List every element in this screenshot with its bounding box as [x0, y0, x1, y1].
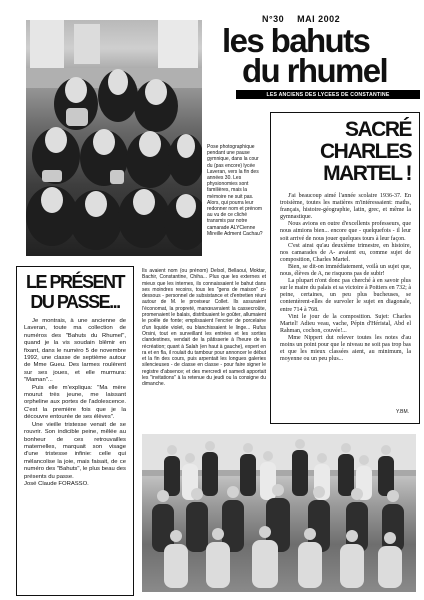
sacre-title-line1: SACRÉ — [344, 118, 411, 141]
sacre-body — [280, 193, 411, 363]
class-photo — [26, 20, 202, 256]
present-title — [24, 272, 126, 312]
sacre-paragraph: Nous avions en outre d'excellents professeurs, que nous aimions bien... encore que - quelquefois - il leur soit arrivé de nous jouer quelques tours à leur façon. — [280, 221, 411, 242]
present-title-line1: LE PRÉSENT — [25, 272, 125, 292]
sacre-paragraph: C'est ainsi qu'au deuxième trimestre, en histoire, nos camarades de A- avaient eu, comme sujet de composition, Charles Martel. — [280, 242, 411, 263]
photo-caption: Pose photographique pendant une pause gymnique, dans la cour du (pas encore) lycée Laveran, vers la fin des années 30. Les physionomies sont familières, mais la mémoire ne suit pas. Alors, qui pourra leur redonner nom et prénom au vu de ce cliché transmis par notre camarade ALYCienne Mireille Adment Cachau? — [207, 144, 263, 237]
staff-caption: Ils avaient nom (ou prénom) Delsol, Bellaoui, Moktar, Bachir, Constantine, Chiha... Plus que les externes et mieux que les internes, ils connaissaient le bahut dans ses moindres recoins, tous les "gens de maison" ci-dessous - personnel de subsistance et d'entretien réuni autour de M. le proviseur Collet. Ils assuraient l'économat, la propreté, manœuvraient la cassecroûte, promenaient le balais, distribuaient le goûter, allumaient le poêle de fonte; emplissaient l'encrier de porcelaine d'un liquide violet, ou blanchissaient le linge... Rufus Orsini, tout en surveillant les entrées et les sorties clandestines, vendait de la pâtisserie à l'heure de la récréation; quant à Salah (en haut à gauche), expert en ra et en fla, il roulait du tambour pour annoncer le début et la fin des cours, puis arpentait les longues galeries silencieuses - de classe en classe - pour faire signer le registre d'absence; et des mercredi et samedi apportait les "invitations" à la retenue du jeudi ou la consigne du dimanche. — [142, 268, 266, 388]
masthead-line1: les bahuts — [222, 22, 370, 59]
sacre-signature: Y.BM. — [396, 409, 409, 415]
masthead — [222, 22, 418, 89]
present-paragraph: Je montrais, à une ancienne de Laveran, toute ma collection de numéros des "Bahuts du Rhumel", quand je la vis soudain blêmir en fixant, dans le numéro 5 de novembre 1992, une classe de septième autour de Mme Gueu. Des larmes roulèrent sur ses joues, et elle murmura: "Maman"... — [24, 318, 126, 384]
present-paragraph: Puis elle m'expliqua: "Ma mère mourut très jeune, me laissant orpheline aux portes de l'adolescence. C'est la première fois que je la découvre entourée de ses élèves". — [24, 384, 126, 421]
masthead-subtitle: LES ANCIENS DES LYCEES DE CONSTANTINE — [236, 90, 420, 99]
issue-date: MAI 2002 — [297, 14, 341, 24]
masthead-line2: du rhumel — [242, 52, 388, 89]
sacre-title — [280, 119, 411, 185]
present-signature: José Claude FORASSO. — [24, 480, 89, 487]
sacre-paragraph: Vint le jour de la composition. Sujet: Charles Martel! Adieu veau, vache, Pépin d'Héristal, Abd el Rahman, cochon, couvée!... — [280, 313, 411, 334]
sacre-paragraph: Bien, se dit-on immédiatement, voilà un sujet que, nous, élèves de A, ne risquons pas de subir! — [280, 263, 411, 278]
sacre-paragraph: J'ai beaucoup aimé l'année scolaire 1936-37. En troisième, toutes les matières m'intéressaient: maths, français, histoire-géographie, latin, grec, et même la gymnastique. — [280, 193, 411, 221]
sacre-paragraph: Mme Nippert dut relever toutes les notes d'au moins un point pour que le niveau ne soit pas trop bas et que les mieux classées aient, au minimum, la moyenne ou un peu plus... — [280, 334, 411, 363]
staff-photo-figures — [142, 434, 416, 592]
sacre-paragraph: La plupart n'ont donc pas cherché à en savoir plus sur le maire du palais et sa victoire à Poitiers en 732; à peine, certaines, un peu plus bucheuses, se contentèrent-elles de survoler le sujet en diagonale, entre 714 à 768. — [280, 278, 411, 313]
present-paragraph: Une vieille tristesse venait de se rouvrir. Son indicible peine, mêlée au bonheur de ces retrouvailles maternelles, marquait son visage d'une tristesse infinie: celle qui mélancolise la joie, mais faisait, de ce numéro des "Bahuts", le plus beau des présents du passe. — [24, 421, 126, 480]
present-body — [24, 318, 126, 488]
sacre-title-line2: CHARLES MARTEL ! — [319, 140, 411, 185]
staff-photo — [142, 434, 416, 592]
present-article — [16, 266, 134, 596]
class-photo-figures — [26, 20, 202, 256]
sacre-article — [270, 112, 420, 424]
issue-number: N°30 — [262, 14, 285, 24]
present-title-line2: DU PASSE... — [30, 292, 120, 312]
